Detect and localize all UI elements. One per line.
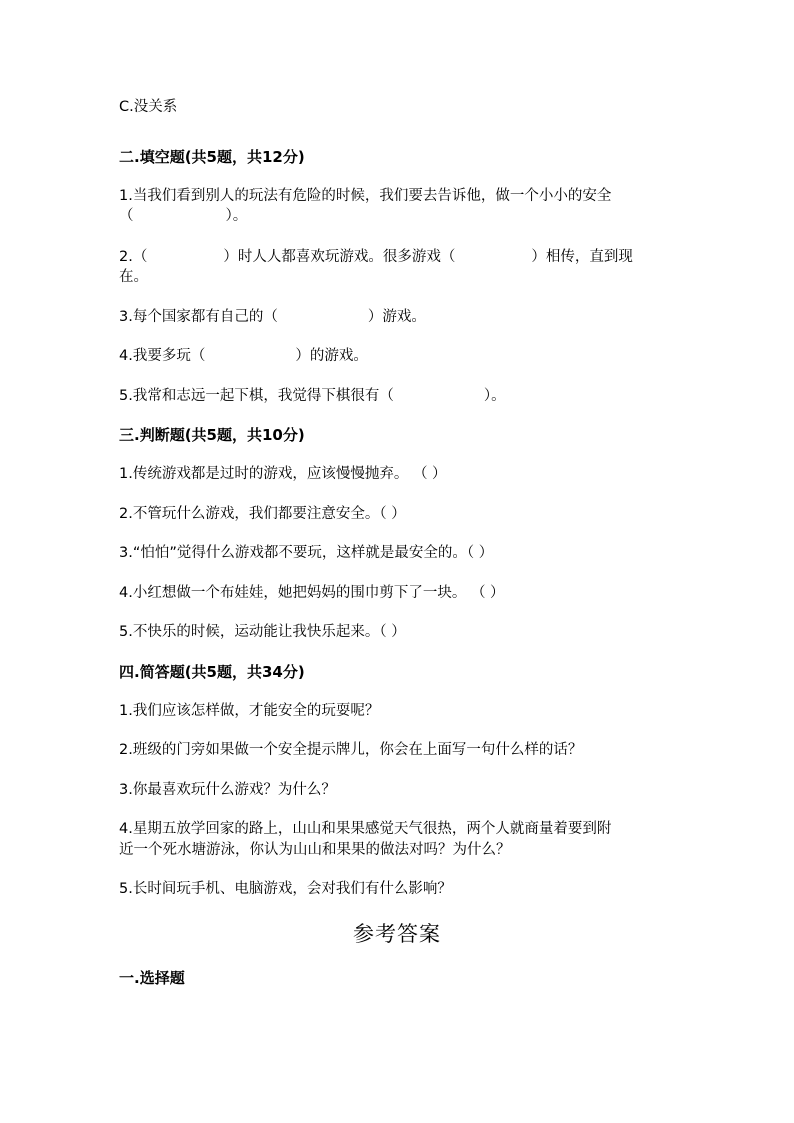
judge-question-5: 5.不快乐的时候，运动能让我快乐起来。（ ） — [119, 624, 406, 640]
fill-question-4-part2: ）的游戏。 — [295, 348, 368, 364]
fill-question-2-part3: ）相传，直到现 — [531, 249, 633, 265]
section-short-answer-heading: 四.简答题(共5题，共34分) — [119, 663, 305, 681]
judge-question-2: 2.不管玩什么游戏，我们都要注意安全。（ ） — [119, 506, 406, 522]
fill-question-3-part2: ）游戏。 — [367, 309, 426, 325]
fill-question-3-part1: 3.每个国家都有自己的（ — [119, 309, 278, 325]
short-question-4-line2: 近一个死水塘游泳，你认为山山和果果的做法对吗？为什么？ — [119, 842, 511, 858]
fill-question-2-part1: 2.（ — [119, 249, 148, 265]
answer-key-title: 参考答案 — [353, 922, 441, 946]
fill-question-4 — [119, 346, 368, 366]
short-question-1: 1.我们应该怎样做，才能安全的玩耍呢？ — [119, 703, 380, 719]
section-fill-blank-heading: 二.填空题(共5题，共12分) — [119, 148, 305, 166]
fill-question-2-line1 — [119, 247, 633, 267]
answer-section-choice-heading: 一.选择题 — [119, 969, 185, 987]
judge-question-1: 1.传统游戏都是过时的游戏，应该慢慢抛弃。 （ ） — [119, 466, 447, 482]
fill-question-1-line1: 1.当我们看到别人的玩法有危险的时候，我们要去告诉他，做一个小小的安全 — [119, 188, 612, 204]
fill-question-2-line2: 在。 — [119, 269, 148, 285]
fill-question-1-close: ）。 — [225, 208, 248, 224]
choice-option-c: C.没关系 — [119, 99, 178, 115]
judge-question-4: 4.小红想做一个布娃娃，她把妈妈的围巾剪下了一块。 （ ） — [119, 585, 505, 601]
fill-question-1-line2 — [119, 206, 247, 226]
short-question-5: 5.长时间玩手机、电脑游戏，会对我们有什么影响？ — [119, 881, 452, 897]
fill-question-4-part1: 4.我要多玩（ — [119, 348, 206, 364]
short-question-3: 3.你最喜欢玩什么游戏？为什么？ — [119, 782, 336, 798]
section-true-false-heading: 三.判断题(共5题，共10分) — [119, 426, 305, 444]
fill-question-3 — [119, 307, 426, 327]
fill-question-1-open: （ — [119, 208, 134, 224]
fill-question-2-part2: ）时人人都喜欢玩游戏。很多游戏（ — [223, 249, 456, 265]
fill-question-5-part2: ）。 — [483, 388, 506, 404]
short-question-2: 2.班级的门旁如果做一个安全提示牌儿，你会在上面写一句什么样的话？ — [119, 742, 583, 758]
judge-question-3: 3.“怕怕”觉得什么游戏都不要玩，这样就是最安全的。（ ） — [119, 545, 494, 561]
short-question-4-line1: 4.星期五放学回家的路上，山山和果果感觉天气很热，两个人就商量着要到附 — [119, 821, 612, 837]
fill-question-5-part1: 5.我常和志远一起下棋，我觉得下棋很有（ — [119, 388, 394, 404]
fill-question-5 — [119, 386, 506, 406]
